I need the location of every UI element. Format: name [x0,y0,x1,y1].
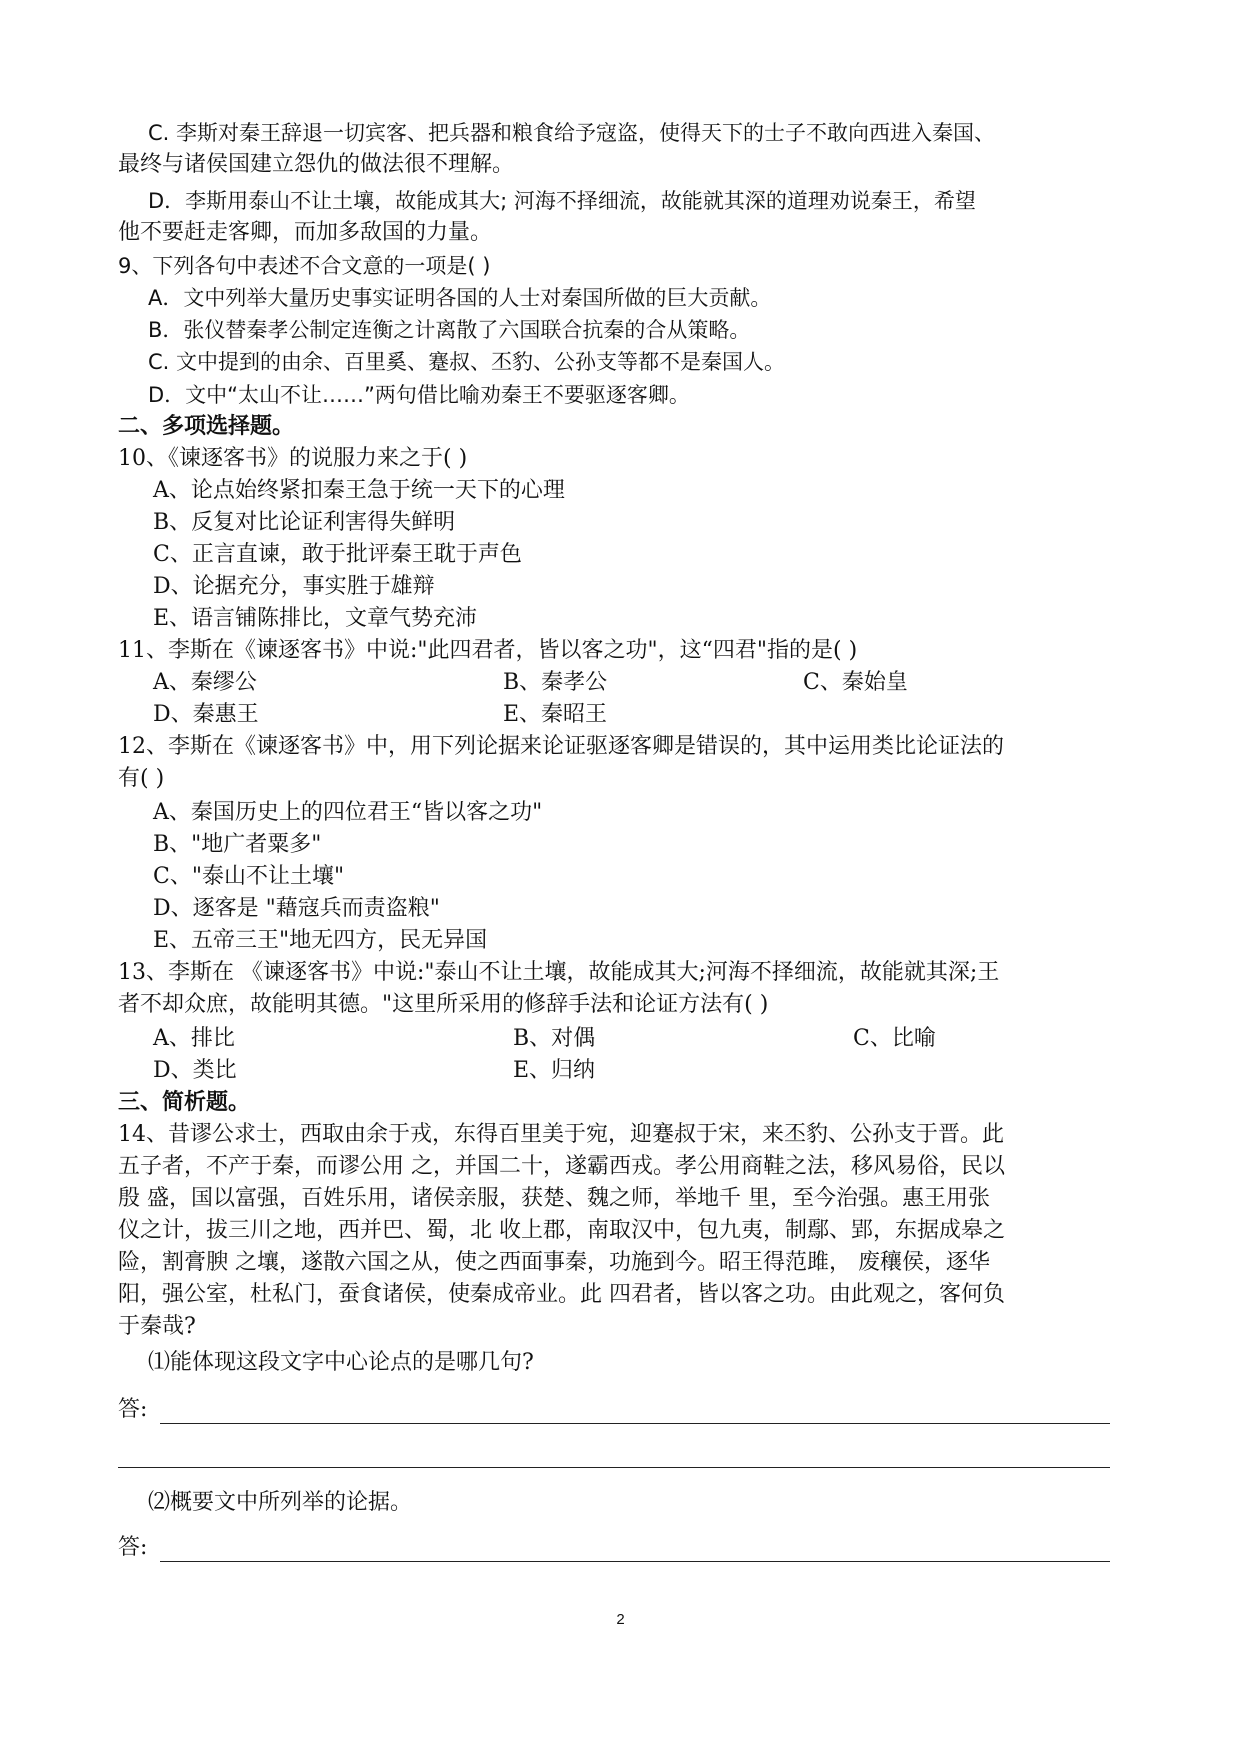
q9-option-b: B．张仪替秦孝公制定连衡之计离散了六国联合抗秦的合从策略。 [148,318,751,342]
q14-passage-line4: 仪之计，拔三川之地，西并巴、蜀，北 收上郡，南取汉中，包九夷，制鄢、郢，东据成皋之 [118,1218,1005,1243]
q10-option-c: C、正言直谏，敢于批评秦王耽于声色 [153,542,522,567]
q13-option-b: B、对偶 [513,1026,596,1051]
q12-stem-line1: 12、李斯在《谏逐客书》中，用下列论据来论证驱逐客卿是错误的，其中运用类比论证法的 [118,734,1004,759]
q11-option-b: B、秦孝公 [503,670,608,695]
q12-option-c: C、"泰山不让土壤" [153,864,345,889]
q8-option-d-line1: D．李斯用泰山不让土壤，故能成其大; 河海不择细流，故能就其深的道理劝说秦王，希望 [148,189,976,213]
q13-option-a: A、排比 [153,1026,235,1051]
q12-option-e: E、五帝三王"地无四方，民无异国 [153,928,488,953]
section-heading-multiple-choice: 二、多项选择题。 [118,414,295,439]
q9-option-c: C. 文中提到的由余、百里奚、蹇叔、丕豹、公孙支等都不是秦国人。 [148,350,786,374]
q14-passage-line1: 14、昔谬公求士，西取由余于戎，东得百里美于宛，迎蹇叔于宋，来丕豹、公孙支于晋。此 [118,1122,1004,1147]
answer-label: 答: [118,1397,148,1422]
q13-option-c: C、比喻 [853,1026,936,1051]
q9-stem: 9、下列各句中表述不合文意的一项是( ) [118,254,491,278]
q10-option-e: E、语言铺陈排比，文章气势充沛 [153,606,478,631]
q10-stem: 10、《谏逐客书》的说服力来之于( ) [118,446,468,471]
q11-option-e: E、秦昭王 [503,702,608,727]
answer-2-line1[interactable] [160,1561,1110,1562]
q12-option-d: D、逐客是 "藉寇兵而责盗粮" [153,896,440,921]
q11-option-d: D、秦惠王 [153,702,259,727]
q10-option-d: D、论据充分，事实胜于雄辩 [153,574,435,599]
q11-option-a: A、秦缪公 [153,670,257,695]
q14-passage-line5: 险，割膏腴 之壤，遂散六国之从，使之西面事秦，功施到今。昭王得范雎， 废穰侯，逐华 [118,1250,990,1275]
section-heading-analysis: 三、简析题。 [118,1090,251,1115]
q14-passage-line3: 殷 盛，国以富强，百姓乐用，诸侯亲服，获楚、魏之师，举地千 里，至今治强。惠王用张 [118,1186,990,1211]
q8-option-c-line1: C. 李斯对秦王辞退一切宾客、把兵器和粮食给予寇盗，使得天下的士子不敢向西进入秦国、 [148,121,996,145]
q9-option-d: D．文中“太山不让……”两句借比喻劝秦王不要驱逐客卿。 [148,383,690,407]
q14-passage-line7: 于秦哉? [118,1314,196,1339]
q10-option-b: B、反复对比论证利害得失鲜明 [153,510,456,535]
q14-subquestion-1: ⑴能体现这段文字中心论点的是哪几句? [148,1350,534,1375]
q14-subquestion-2: ⑵概要文中所列举的论据。 [148,1490,413,1515]
q14-passage-line2: 五子者，不产于秦，而谬公用 之，并国二十，遂霸西戎。孝公用商鞋之法，移风易俗，民以 [118,1154,1005,1179]
q9-option-a: A．文中列举大量历史事实证明各国的人士对秦国所做的巨大贡献。 [148,286,772,310]
q8-option-d-line2: 他不要赶走客卿，而加多敌国的力量。 [118,220,493,245]
q13-stem-line2: 者不却众庶，故能明其德。"这里所采用的修辞手法和论证方法有( ) [118,992,769,1017]
q11-stem: 11、李斯在《谏逐客书》中说:"此四君者，皆以客之功"，这“四君"指的是( ) [118,638,858,663]
q11-option-c: C、秦始皇 [803,670,908,695]
q10-option-a: A、论点始终紧扣秦王急于统一天下的心理 [153,478,565,503]
answer-label: 答: [118,1535,148,1560]
q13-option-e: E、归纳 [513,1058,596,1083]
answer-1-line2[interactable] [118,1467,1110,1468]
q12-stem-line2: 有( ) [118,766,165,791]
answer-1-line1[interactable] [160,1423,1110,1424]
q14-passage-line6: 阳，强公室，杜私门，蚕食诸侯，使秦成帝业。此 四君者，皆以客之功。由此观之，客何负 [118,1282,1005,1307]
q13-option-d: D、类比 [153,1058,237,1083]
q8-option-c-line2: 最终与诸侯国建立怨仇的做法很不理解。 [118,152,515,177]
q12-option-a: A、秦国历史上的四位君王“皆以客之功" [153,800,543,825]
q12-option-b: B、"地广者粟多" [153,832,322,857]
page-number: 2 [616,1611,625,1628]
q13-stem-line1: 13、李斯在 《谏逐客书》中说:"泰山不让土壤，故能成其大;河海不择细流，故能就其深;王 [118,960,1000,985]
